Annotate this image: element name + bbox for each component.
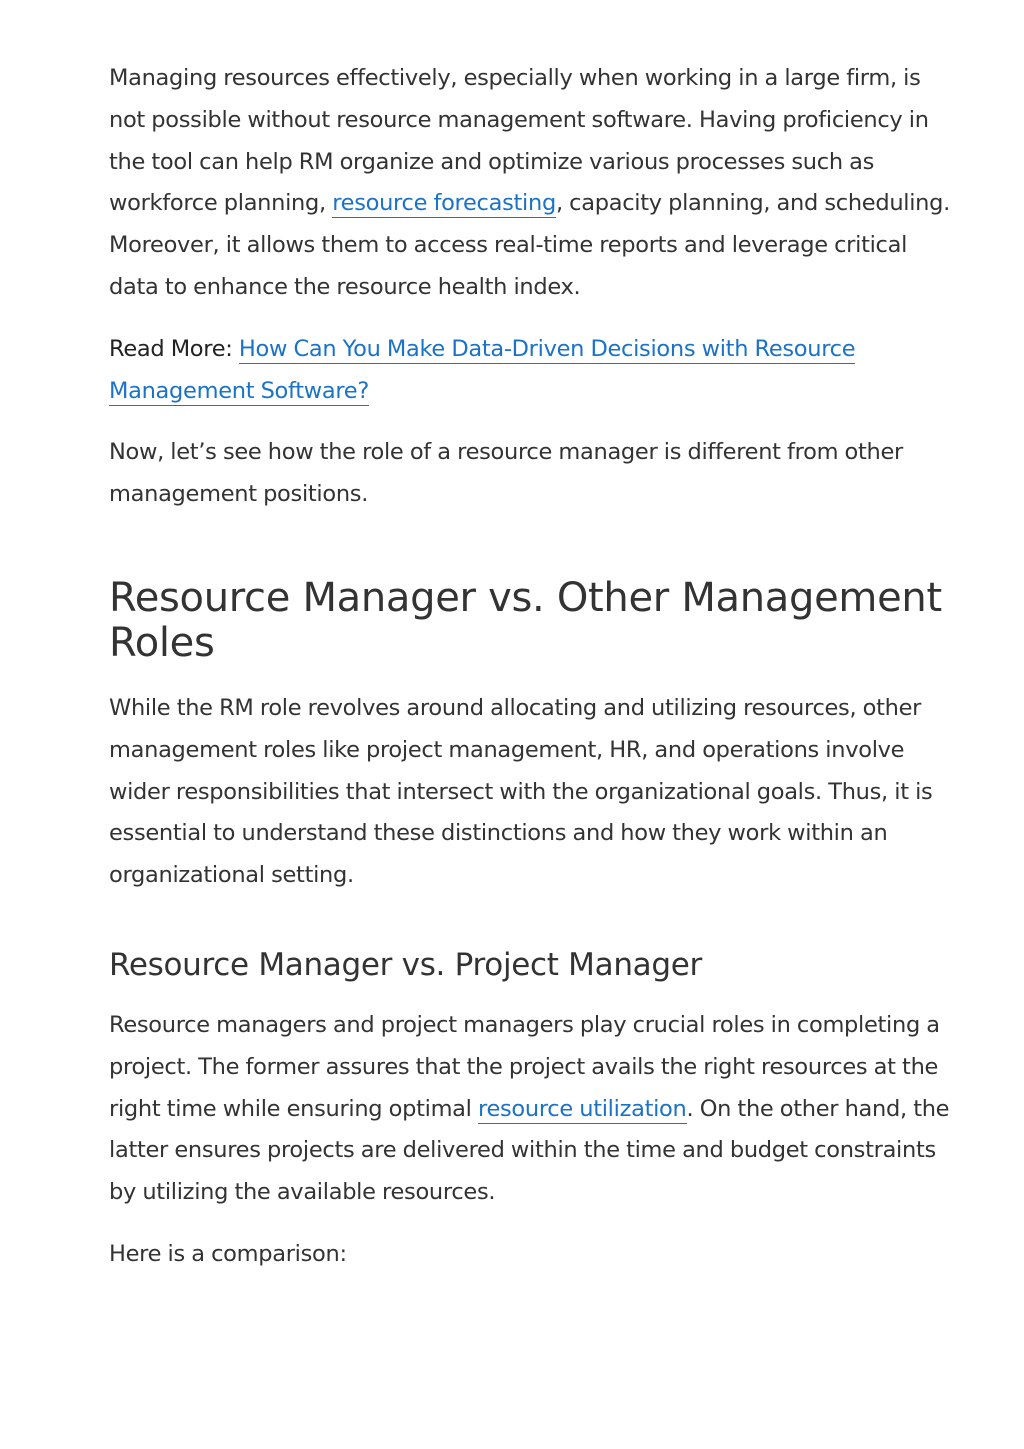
comparison-intro: Here is a comparison: (109, 1240, 347, 1267)
section-paragraph: While the RM role revolves around allocating and utilizing resources, other management roles like project management, HR, and operations involve wider responsibilities that intersect with the organizational goals. Thus, it is essential to understand these distinctions and how they work within an organizational setting. (109, 694, 933, 889)
subsection-heading: Resource Manager vs. Project Manager (109, 946, 702, 983)
transition-paragraph: Now, let’s see how the role of a resource manager is different from other management positions. (109, 439, 903, 508)
section-heading: Resource Manager vs. Other Management Roles (109, 574, 942, 666)
read-more-link[interactable]: How Can You Make Data-Driven Decisions with Resource Management Software? (109, 335, 856, 404)
subsection-text-before: Resource managers and project managers play crucial roles in completing a project. The former assures that the project avails the right resources at the right time while ensuring optimal (109, 1011, 940, 1122)
subsection-text-after: . On the other hand, the latter ensures projects are delivered within the time and budget constraints by utilizing the available resources. (109, 1095, 950, 1206)
intro-text-before: Managing resources effectively, especially when working in a large firm, is not possible without resource management software. Having proficiency in the tool can help RM organize and optimize various processes such as workforce planning, (109, 65, 929, 217)
subsection-paragraph (109, 1005, 954, 1214)
read-more (109, 329, 954, 413)
intro-paragraph (109, 58, 954, 309)
article-body (109, 58, 954, 1276)
resource-forecasting-link[interactable]: resource forecasting (332, 190, 556, 217)
read-more-label: Read More: (109, 335, 239, 362)
intro-text-after: , capacity planning, and scheduling. Moreover, it allows them to access real-time reports and leverage critical data to enhance the resource health index. (109, 190, 950, 300)
resource-utilization-link[interactable]: resource utilization (477, 1095, 687, 1122)
